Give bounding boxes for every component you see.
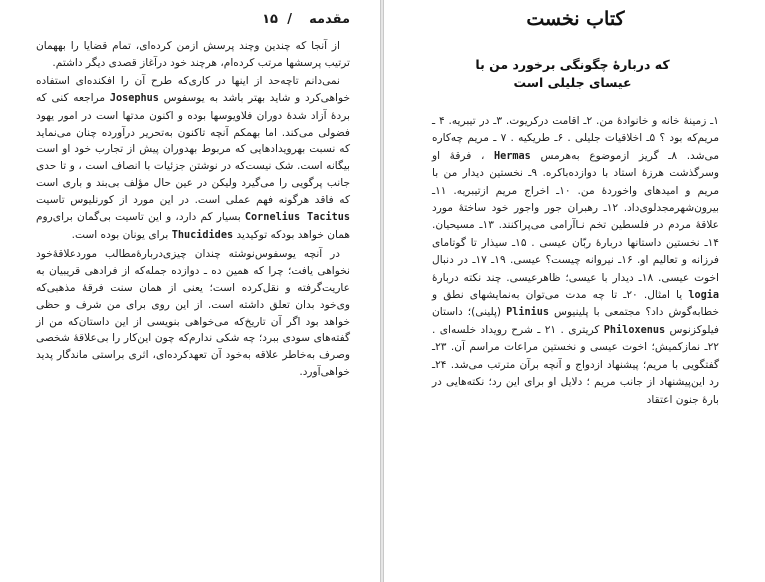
text-run: در آنچه یوسفوس‌نوشته چندان چیزی‌دربارهٔ‌مطالب موردعلاقهٔ‌خود نخواهی یافت؛ چرا که همین ده ـ دوازده جمله‌که از فرادهی قریبیان به عاریت‌گرفته و نقل‌کرده است؛ یعنی از همان سنت فرقهٔ مذهبی‌که وی‌خود بدان تعلق داشته است. از این روی برای من شرف و حظی خواهد بود اگر آن تاریخ‌که می‌خواهی بنویسی از این داستان‌که من از گفته‌های سودی ببرد؛ چه شکی ندارم‌که چون این‌کار را بی‌علاقهٔ شخصی وصرف به‌خاطر علاقه به‌خود آن تعهدکرده‌ای، اثری براستی ماندگار پدید خواهی‌آورد. xyxy=(36,247,350,379)
text-run: یا امثال. ۲۰ـ تا چه مدت می‌توان به‌نمایشهای نطق و خطابه‌گوش داد؟ مجتمعی با پلینیوس xyxy=(432,289,719,319)
running-header-separator: / xyxy=(287,12,292,27)
latin-term: Cornelius Tacitus xyxy=(244,212,350,224)
text-run: نمی‌دانم تاچه‌حد از اینها در کاری‌که طرح آن را افکنده‌ای استفاده خواهی‌کرد و شاید بهتر باشد به یوسفوس xyxy=(36,74,350,104)
text-run: برای یونان بوده است. xyxy=(71,228,172,241)
running-header xyxy=(26,12,350,32)
running-header-title: مقدمه xyxy=(309,12,350,27)
latin-term: Hermas xyxy=(494,150,531,162)
text-run: ۱ـ زمینهٔ خانه و خانوادهٔ من. ۲ـ اقامت درکریوت. ۳ـ در تیبریه. ۴ ـ مریم‌که بود ؟ ۵ـ اخلاقیات جلیلی . ۶ـ طریکیه . ۷ ـ مریم چه‌کاره می‌شد. ۸ـ گریز ازموضوع به‌هرمس xyxy=(432,115,720,162)
paragraph xyxy=(36,38,350,72)
text-run: از آنجا که چندین وچند پرسش ازمن کرده‌ای، تمام قضایا را بههمان ترتیب پرسشها مرتب کرده‌ام، هرچند خود درآغاز قصدی دیگر داشتم. xyxy=(36,40,350,69)
chapter-title-line: که دربارهٔ چگونگی برخورد من با xyxy=(475,57,670,72)
text-run: ، فرقهٔ او وسرگذشت هرزهٔ استاد با دوازده‌باکره. ۹ـ نخستین دیدار من با مریم و امیدهای واخوردهٔ من. ۱۰ـ اخراج مریم ازتیبریه. ۱۱ـ بیرون‌شهرمجدلوی‌داد. ۱۲ـ رهبران جور واجور خود ساختهٔ مورد علاقهٔ مردم در فلسطین تخم‌ نـاآرامی می‌پراکنند. ۱۳ـ مسیحیان. ۱۴ـ نخستین داستانها دربارهٔ ربّان عیسی . ۱۵ـ سیذار تا گوتامای فرزانه و تعالیم او. ۱۶ـ نیروانه چیست؟ عیسی. ۱۹ـ ۱۷ـ در دنبال اخوت عیسی. ۱۸ـ دیدار با عیسی؛ ظاهرعیسی. چند نکته دربارهٔ xyxy=(432,149,720,284)
latin-term: Josephus xyxy=(109,92,159,104)
text-run: (پلینی)؛ داستان فیلوکزنوس xyxy=(432,306,719,336)
chapter-title xyxy=(414,56,731,92)
chapter-title-line: عیسای جلیلی است xyxy=(513,75,632,90)
latin-term: Thucidides xyxy=(171,229,234,241)
summary-paragraph xyxy=(432,113,719,409)
paragraph xyxy=(36,73,350,245)
left-page xyxy=(0,0,381,582)
right-page xyxy=(383,0,765,582)
page-number: ۱۵ xyxy=(262,12,278,27)
text-run: مراجعه کنی که بردهٔ آزاد شدهٔ دوران فلاویوسها بوده و اکنون مدتها است در امور یهود فضولی می‌کند. اما بهمکم آنچه تاکنون به‌تحریر درآورده چنان می‌نماید که نسبت بهرویدادهایی که مربوط بهدوران پیش از تجارب خود او است بیگانه است. شک نیست‌که در نوشتن جزئیات با انصاف است ، و تا حدی جانب پرگویی را می‌گیرد ولیکن در عین حال مؤلف بی‌بند و باری است که فاقد هرگونه فهم عملی است. در این مورد از کورنلیوس تاسیت xyxy=(36,91,350,207)
text-run: بسیار کم دارد، و این تاسیت بی‌گمان برای‌روم همان خواهد بودکه توکیدید xyxy=(36,211,350,241)
book-title: کتاب نخست xyxy=(526,8,625,30)
text-run: کریتری . ۲۱ ـ شرح رویداد خلسه‌ای . ۲۲ـ نمازکمیش؛ اخوت عیسی و نخستین مراعات مراسم آن. ۲۳ـ گفتگویی با مریم؛ پیشنهاد ازدواج و آنچه برآن مترتب می‌شد. ۲۴ـ رد این‌پیشنهاد از جانب مریم ؛ دلایل او برای این رد؛ نکته‌هایی در بارهٔ جنون اعتقاد xyxy=(432,323,719,406)
latin-term: Plinius xyxy=(506,307,550,319)
paragraph xyxy=(36,246,350,381)
left-page-body xyxy=(36,38,350,381)
latin-term: Philoxenus xyxy=(603,324,666,336)
latin-term: logia xyxy=(688,290,719,302)
chapter-summary xyxy=(432,113,719,409)
